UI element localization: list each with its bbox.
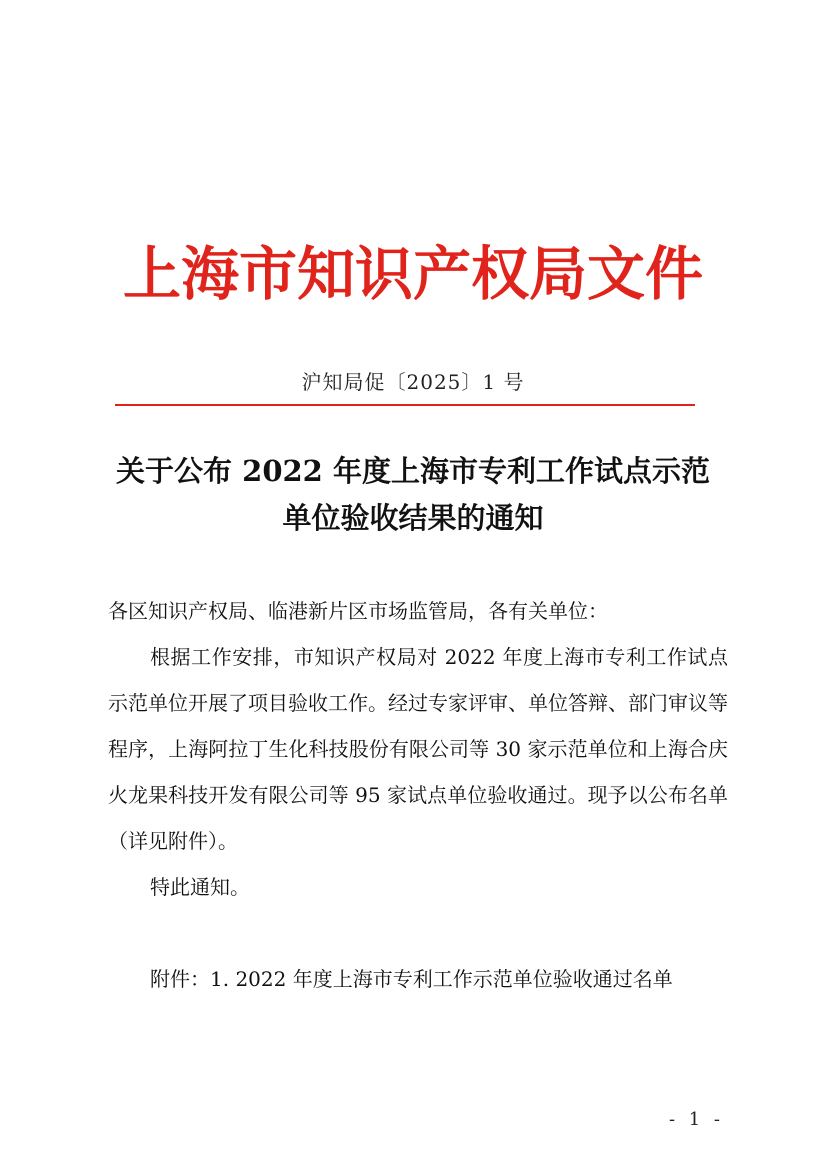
main-paragraph: 根据工作安排，市知识产权局对 2022 年度上海市专利工作试点示范单位开展了项目验收工作。经过专家评审、单位答辩、部门审议等程序，上海阿拉丁生化科技股份有限公司等 30 家示范单位和上海合庆火龙果科技开发有限公司等 95 家试点单位验收通过。现予以公布名单（详见附件）。 xyxy=(108,645,728,853)
document-title xyxy=(60,448,766,542)
issuer-banner: 上海市知识产权局文件 xyxy=(122,240,703,308)
red-divider-line xyxy=(115,404,695,406)
page-number: - 1 - xyxy=(668,1109,724,1130)
closing-line: 特此通知。 xyxy=(150,875,250,899)
document-number: 沪知局促〔2025〕1 号 xyxy=(301,370,525,394)
document-title-line-1: 关于公布 2022 年度上海市专利工作试点示范 xyxy=(116,454,710,488)
document-title-line-2: 单位验收结果的通知 xyxy=(282,501,544,535)
salutation: 各区知识产权局、临港新片区市场监管局，各有关单位： xyxy=(108,599,608,623)
attachment-line: 附件：1. 2022 年度上海市专利工作示范单位验收通过名单 xyxy=(150,967,673,991)
